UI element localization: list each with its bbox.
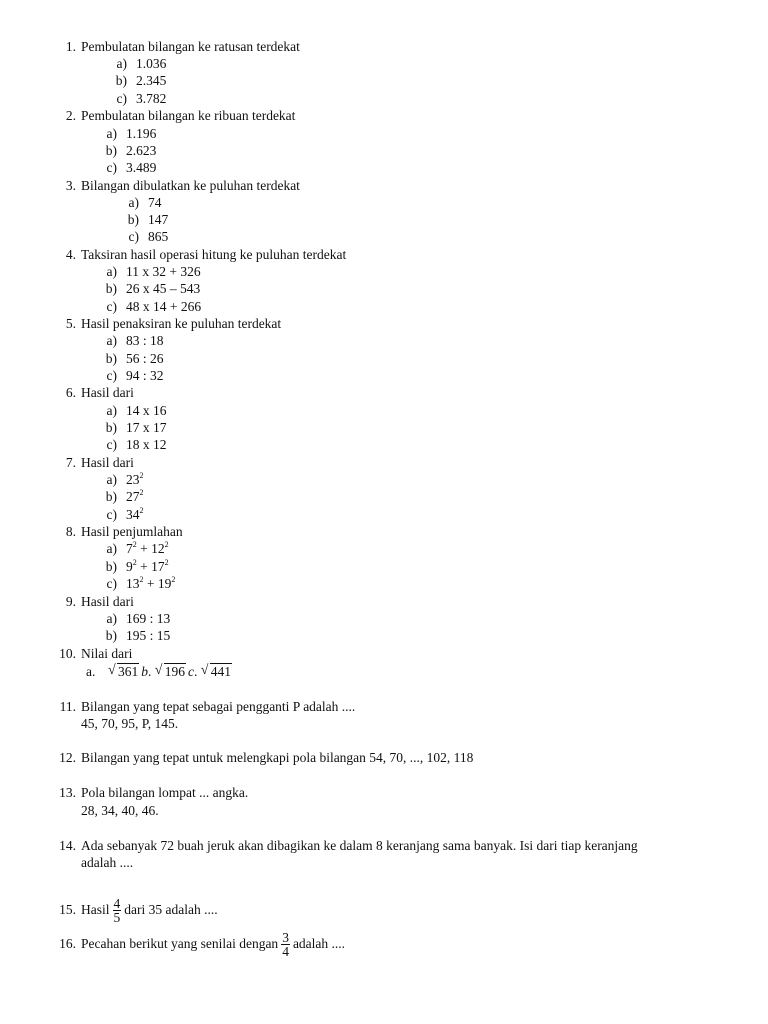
root-sign-icon: √ (200, 663, 209, 678)
base-1: 13 (126, 576, 140, 591)
base-1: 7 (126, 541, 133, 556)
question-text (81, 927, 345, 961)
text-after-fraction: adalah .... (292, 936, 346, 951)
question-number: 8. (65, 524, 76, 539)
label-c: c (188, 664, 194, 679)
question-text: Nilai dari (81, 646, 133, 661)
question-number: 9. (65, 594, 76, 609)
option-label: c) (116, 91, 127, 106)
option-value: 1.196 (126, 126, 157, 141)
question-number: 2. (65, 108, 76, 123)
question-text: Hasil penaksiran ke puluhan terdekat (81, 316, 282, 331)
question-text: Bilangan yang tepat untuk melengkapi pola bilangan 54, 70, ..., 102, 118 (81, 750, 474, 765)
question-number: 14. (59, 838, 76, 853)
question-text-continued: adalah .... (81, 855, 134, 870)
exponent-1: 2 (132, 540, 137, 549)
option-value: 11 x 32 + 326 (126, 264, 201, 279)
question-text: Bilangan yang tepat sebagai pengganti P adalah .... (81, 699, 356, 714)
square-root-441 (201, 663, 232, 681)
option-label: b) (105, 420, 117, 435)
numerator: 4 (113, 896, 121, 912)
option-value: 169 : 13 (126, 611, 171, 626)
question-number: 5. (65, 316, 76, 331)
option-label: a) (116, 56, 127, 71)
option-value: 195 : 15 (126, 628, 171, 643)
base: 23 (126, 472, 140, 487)
option-label: a) (128, 195, 139, 210)
option-label: c) (106, 437, 117, 452)
sum-of-squares (126, 575, 175, 592)
exponent: 2 (139, 506, 144, 515)
root-sign-icon: √ (108, 663, 116, 678)
label-b: b (141, 664, 148, 679)
option-label: c) (128, 229, 139, 244)
exponent-2: 2 (171, 575, 176, 584)
option-label: a) (106, 472, 117, 487)
base-1: 9 (126, 559, 133, 574)
question-text: Hasil dari (81, 385, 134, 400)
question-text: Ada sebanyak 72 buah jeruk akan dibagikan ke dalam 8 keranjang sama banyak. Isi dari tiap keranjang (81, 838, 638, 853)
option-value: 3.782 (136, 91, 167, 106)
option-label: b) (105, 351, 117, 366)
option-value: 83 : 18 (126, 333, 164, 348)
dot: . (194, 664, 198, 679)
option-label: a) (106, 333, 117, 348)
denominator: 5 (113, 910, 121, 926)
root-sign-icon: √ (154, 663, 163, 678)
question-number: 12. (59, 750, 76, 765)
base-2: 19 (157, 576, 172, 591)
text-after-fraction: dari 35 adalah .... (124, 902, 218, 917)
denominator: 4 (282, 944, 289, 960)
question-number: 1. (65, 39, 76, 54)
sequence-text: 28, 34, 40, 46. (81, 803, 159, 818)
question-text: Taksiran hasil operasi hitung ke puluhan terdekat (81, 247, 347, 262)
question-text: Hasil penjumlahan (81, 524, 183, 539)
exponent-1: 2 (139, 575, 144, 584)
question-text (81, 893, 218, 927)
option-label: b) (115, 73, 127, 88)
sum-of-squares (126, 540, 169, 557)
root-expressions (108, 663, 234, 681)
option-value: 1.036 (136, 56, 167, 71)
option-label: b) (127, 212, 139, 227)
base: 27 (126, 489, 140, 504)
question-text: Hasil dari (81, 594, 134, 609)
option-label: b) (105, 143, 117, 158)
option-value: 74 (148, 195, 162, 210)
question-text: Bilangan dibulatkan ke puluhan terdekat (81, 178, 300, 193)
question-number: 13. (59, 785, 76, 800)
square-root-361 (108, 663, 139, 681)
text-before-fraction: Pecahan berikut yang senilai dengan (81, 936, 279, 951)
option-value: 18 x 12 (126, 437, 167, 452)
option-label: b) (105, 489, 117, 504)
option-value: 865 (148, 229, 169, 244)
exponent-2: 2 (164, 558, 169, 567)
option-label: c) (106, 160, 117, 175)
base: 34 (126, 507, 140, 522)
question-text: Pola bilangan lompat ... angka. (81, 785, 249, 800)
option-label: c) (106, 576, 117, 591)
option-label: a) (106, 611, 117, 626)
option-value: 3.489 (126, 160, 157, 175)
option-value: 48 x 14 + 266 (126, 299, 202, 314)
exponent: 2 (139, 471, 144, 480)
option-value: 56 : 26 (126, 351, 164, 366)
question-15 (0, 893, 700, 927)
option-value: 94 : 32 (126, 368, 164, 383)
question-number: 6. (65, 385, 76, 400)
option-label: a) (106, 541, 117, 556)
power-expression (126, 488, 144, 505)
option-value: 2.623 (126, 143, 157, 158)
option-label: c) (106, 368, 117, 383)
numerator: 3 (282, 930, 289, 946)
operator: + (136, 559, 152, 574)
option-label: c) (106, 507, 117, 522)
option-value: 2.345 (136, 73, 167, 88)
exponent-1: 2 (132, 558, 137, 567)
question-number: 10. (59, 646, 76, 661)
fraction-4-5 (113, 897, 122, 924)
option-label: c) (106, 299, 117, 314)
option-label: a) (106, 264, 117, 279)
exponent: 2 (139, 488, 144, 497)
exponent-2: 2 (164, 540, 169, 549)
question-text: Hasil dari (81, 455, 134, 470)
option-label: a) (106, 126, 117, 141)
option-value: 26 x 45 – 543 (126, 281, 201, 296)
operator: + (136, 541, 152, 556)
option-label: b) (105, 628, 117, 643)
question-text: Pembulatan bilangan ke ribuan terdekat (81, 108, 296, 123)
question-number: 7. (65, 455, 76, 470)
question-number: 3. (65, 178, 76, 193)
option-label: a) (106, 403, 117, 418)
question-number: 11. (59, 699, 76, 714)
question-text: Pembulatan bilangan ke ratusan terdekat (81, 39, 300, 54)
option-value: 17 x 17 (126, 420, 167, 435)
fraction-3-4 (281, 931, 290, 958)
option-label: b) (105, 281, 117, 296)
sequence-text: 45, 70, 95, P, 145. (81, 716, 179, 731)
power-expression (126, 471, 144, 488)
option-value: 147 (148, 212, 169, 227)
question-number: 15. (59, 902, 76, 917)
option-label: b) (105, 559, 117, 574)
radicand: 441 (210, 664, 231, 679)
square-root-196 (155, 663, 186, 681)
text-before-fraction: Hasil (81, 902, 110, 917)
question-number: 16. (59, 936, 76, 951)
question-number: 4. (65, 247, 76, 262)
base-2: 12 (151, 541, 165, 556)
question-16 (0, 927, 700, 961)
operator: + (143, 576, 158, 591)
sum-of-squares (126, 558, 169, 575)
radicand: 196 (164, 664, 185, 679)
base-2: 17 (151, 559, 165, 574)
radicand: 361 (118, 664, 139, 679)
option-value: 14 x 16 (126, 403, 167, 418)
dot: . (148, 664, 152, 679)
power-expression (126, 506, 144, 523)
option-label: a. (86, 664, 96, 679)
